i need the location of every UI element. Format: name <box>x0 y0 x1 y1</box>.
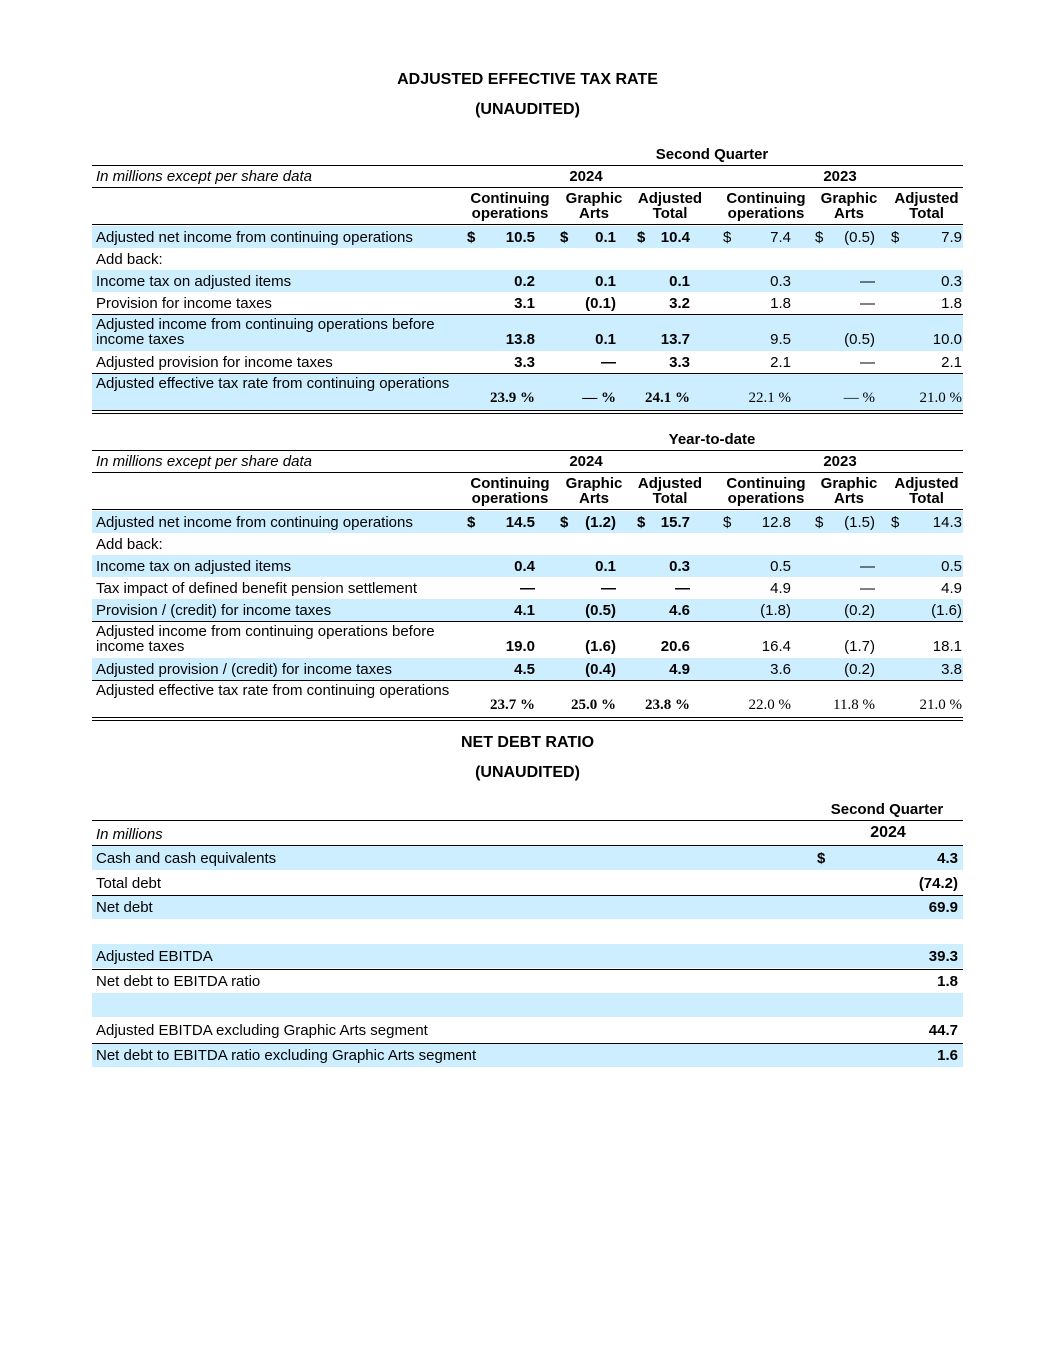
row-label: Provision / (credit) for income taxes <box>96 602 332 619</box>
row-label: Income tax on adjusted items <box>96 273 292 290</box>
col-header: Continuing operations <box>470 475 550 507</box>
cell-value: 23.9 % <box>490 390 535 406</box>
table-row <box>92 1018 963 1042</box>
debt-title: NET DEBT RATIO <box>460 734 595 751</box>
cell-value: 21.0 % <box>919 697 962 713</box>
row-label: Net debt to EBITDA ratio excluding Graphic Arts segment <box>96 1047 477 1064</box>
cell-value: (74.2) <box>918 875 958 892</box>
currency-symbol: $ <box>560 514 569 531</box>
units-label: In millions except per share data <box>96 168 312 185</box>
cell-value: 0.3 <box>770 273 791 290</box>
cell-value: — <box>860 558 875 575</box>
col-header: Graphic Arts <box>565 475 623 507</box>
cell-value: (1.6) <box>585 638 616 655</box>
cell-value: 21.0 % <box>919 390 962 406</box>
table-row <box>92 314 963 351</box>
cell-value: 16.4 <box>761 638 791 655</box>
cell-value: 13.7 <box>660 331 690 348</box>
row-rule <box>92 895 963 896</box>
cell-value: — <box>860 354 875 371</box>
cell-value: 15.7 <box>660 514 690 531</box>
col-header: Adjusted Total <box>894 190 959 222</box>
cell-value: 9.5 <box>770 331 791 348</box>
cell-value: 3.3 <box>514 354 535 371</box>
currency-symbol: $ <box>815 229 824 246</box>
col-header: Graphic Arts <box>820 190 878 222</box>
cell-value: 14.3 <box>932 514 962 531</box>
table-row <box>92 895 963 919</box>
row-label: Income tax on adjusted items <box>96 558 292 575</box>
cell-value: — <box>860 295 875 312</box>
row-label: Adjusted net income from continuing operations <box>96 514 413 531</box>
cell-value: (0.2) <box>844 602 875 619</box>
currency-symbol: $ <box>817 850 826 867</box>
table-row <box>92 1043 963 1067</box>
row-rule <box>92 1043 963 1044</box>
currency-symbol: $ <box>467 229 476 246</box>
cell-value: 0.1 <box>669 273 690 290</box>
cell-value: — % <box>582 390 616 406</box>
cell-value: (1.2) <box>585 514 616 531</box>
units-label: In millions except per share data <box>96 453 312 470</box>
currency-symbol: $ <box>723 229 732 246</box>
table-row <box>92 599 963 621</box>
cell-value: 7.4 <box>770 229 791 246</box>
cell-value: 0.4 <box>514 558 535 575</box>
currency-symbol: $ <box>637 229 646 246</box>
table-row <box>92 351 963 373</box>
cell-value: 23.7 % <box>490 697 535 713</box>
table-row <box>92 270 963 292</box>
cell-value: 0.1 <box>595 331 616 348</box>
table-row <box>92 969 963 993</box>
year-2023: 2023 <box>823 168 857 185</box>
cell-value: 0.3 <box>941 273 962 290</box>
row-label: Net debt to EBITDA ratio <box>96 973 261 990</box>
cell-value: (0.1) <box>585 295 616 312</box>
cell-value: 10.5 <box>505 229 535 246</box>
cell-value: — % <box>843 390 875 406</box>
table-row <box>92 680 963 717</box>
cell-value: 4.1 <box>514 602 535 619</box>
cell-value: 1.8 <box>941 295 962 312</box>
cell-value: 20.6 <box>660 638 690 655</box>
cell-value: (0.5) <box>844 229 875 246</box>
cell-value: (0.2) <box>844 661 875 678</box>
row-label: Adjusted income from continuing operations before income taxes <box>96 316 435 348</box>
row-label: Provision for income taxes <box>96 295 272 312</box>
net-debt-table <box>92 795 963 1070</box>
cell-value: (1.8) <box>760 602 791 619</box>
currency-symbol: $ <box>560 229 569 246</box>
col-header: Adjusted Total <box>637 475 703 507</box>
cell-value: 4.5 <box>514 661 535 678</box>
double-rule <box>92 717 963 721</box>
table-row <box>92 658 963 680</box>
cell-value: 23.8 % <box>645 697 690 713</box>
cell-value: 19.0 <box>505 638 535 655</box>
table-row <box>92 944 963 968</box>
tax-subtitle: (UNAUDITED) <box>475 101 580 118</box>
cell-value: 0.3 <box>669 558 690 575</box>
tax-ytd-table <box>92 425 963 725</box>
row-label: Total debt <box>96 875 162 892</box>
tax-quarter-table <box>92 140 963 415</box>
row-rule <box>92 969 963 970</box>
cell-value: 4.9 <box>770 580 791 597</box>
currency-symbol: $ <box>467 514 476 531</box>
table-row <box>92 533 963 555</box>
cell-value: 0.1 <box>595 229 616 246</box>
cell-value: (0.5) <box>844 331 875 348</box>
cell-value: 39.3 <box>928 948 958 965</box>
table-row <box>92 248 963 270</box>
row-label: Add back: <box>96 251 163 268</box>
cell-value: 3.1 <box>514 295 535 312</box>
period-header: Second Quarter <box>830 801 944 818</box>
row-rule <box>92 680 963 681</box>
cell-value: (0.5) <box>585 602 616 619</box>
cell-value: 3.6 <box>770 661 791 678</box>
cell-value: 69.9 <box>928 899 958 916</box>
currency-symbol: $ <box>637 514 646 531</box>
cell-value: 13.8 <box>505 331 535 348</box>
currency-symbol: $ <box>891 514 900 531</box>
col-header: Continuing operations <box>470 190 550 222</box>
col-header: Adjusted Total <box>894 475 959 507</box>
cell-value: 22.0 % <box>748 697 791 713</box>
cell-value: — <box>675 580 690 597</box>
cell-value: — <box>601 580 616 597</box>
cell-value: 0.1 <box>595 558 616 575</box>
cell-value: 2.1 <box>770 354 791 371</box>
year-2024: 2024 <box>569 453 603 470</box>
col-header: Graphic Arts <box>820 475 878 507</box>
cell-value: 14.5 <box>505 514 535 531</box>
cell-value: 4.9 <box>669 661 690 678</box>
cell-value: 0.5 <box>941 558 962 575</box>
cell-value: 4.9 <box>941 580 962 597</box>
spacer-row <box>92 993 963 1017</box>
cell-value: 0.5 <box>770 558 791 575</box>
cell-value: 1.8 <box>937 973 958 990</box>
row-label: Net debt <box>96 899 153 916</box>
row-label: Adjusted EBITDA <box>96 948 213 965</box>
row-label: Add back: <box>96 536 163 553</box>
row-label: Adjusted net income from continuing operations <box>96 229 413 246</box>
cell-value: (1.5) <box>844 514 875 531</box>
row-label: Adjusted provision / (credit) for income taxes <box>96 661 392 678</box>
cell-value: 44.7 <box>928 1022 958 1039</box>
cell-value: — <box>860 580 875 597</box>
year-2024: 2024 <box>569 168 603 185</box>
table-row <box>92 226 963 248</box>
cell-value: 10.0 <box>932 331 962 348</box>
cell-value: — <box>520 580 535 597</box>
cell-value: 1.8 <box>770 295 791 312</box>
cell-value: 10.4 <box>660 229 690 246</box>
units-label: In millions <box>96 826 163 843</box>
row-label: Tax impact of defined benefit pension settlement <box>96 580 418 597</box>
col-header: Continuing operations <box>726 190 806 222</box>
period-header: Year-to-date <box>668 431 756 448</box>
table-row <box>92 621 963 658</box>
cell-value: (0.4) <box>585 661 616 678</box>
cell-value: 0.1 <box>595 273 616 290</box>
row-label: Adjusted effective tax rate from continuing operations <box>96 682 450 699</box>
col-header: Graphic Arts <box>565 190 623 222</box>
table-row <box>92 511 963 533</box>
cell-value: 0.2 <box>514 273 535 290</box>
year-2024: 2024 <box>870 824 906 841</box>
currency-symbol: $ <box>891 229 900 246</box>
table-row <box>92 292 963 314</box>
debt-subtitle: (UNAUDITED) <box>475 764 580 781</box>
row-label: Adjusted EBITDA excluding Graphic Arts segment <box>96 1022 428 1039</box>
cell-value: 2.1 <box>941 354 962 371</box>
cell-value: 12.8 <box>761 514 791 531</box>
currency-symbol: $ <box>723 514 732 531</box>
double-rule <box>92 410 963 414</box>
cell-value: 4.3 <box>937 850 958 867</box>
col-header: Adjusted Total <box>637 190 703 222</box>
table-row <box>92 871 963 895</box>
col-header: Continuing operations <box>726 475 806 507</box>
table-row <box>92 555 963 577</box>
cell-value: 4.6 <box>669 602 690 619</box>
row-rule <box>92 621 963 622</box>
cell-value: 7.9 <box>941 229 962 246</box>
cell-value: 22.1 % <box>748 390 791 406</box>
cell-value: — <box>601 354 616 371</box>
cell-value: — <box>860 273 875 290</box>
row-label: Cash and cash equivalents <box>96 850 277 867</box>
row-rule <box>92 314 963 315</box>
cell-value: 24.1 % <box>645 390 690 406</box>
row-label: Adjusted income from continuing operations before income taxes <box>96 623 435 655</box>
table-row <box>92 577 963 599</box>
year-2023: 2023 <box>823 453 857 470</box>
cell-value: (1.7) <box>844 638 875 655</box>
cell-value: 3.2 <box>669 295 690 312</box>
period-header: Second Quarter <box>655 146 769 163</box>
cell-value: 3.8 <box>941 661 962 678</box>
table-row <box>92 846 963 870</box>
cell-value: 18.1 <box>932 638 962 655</box>
cell-value: 3.3 <box>669 354 690 371</box>
row-label: Adjusted provision for income taxes <box>96 354 333 371</box>
row-rule <box>92 373 963 374</box>
cell-value: 1.6 <box>937 1047 958 1064</box>
table-row <box>92 373 963 410</box>
currency-symbol: $ <box>815 514 824 531</box>
row-label: Adjusted effective tax rate from continuing operations <box>96 375 450 392</box>
cell-value: (1.6) <box>931 602 962 619</box>
tax-title: ADJUSTED EFFECTIVE TAX RATE <box>397 71 658 88</box>
cell-value: 25.0 % <box>571 697 616 713</box>
cell-value: 11.8 % <box>833 697 875 713</box>
